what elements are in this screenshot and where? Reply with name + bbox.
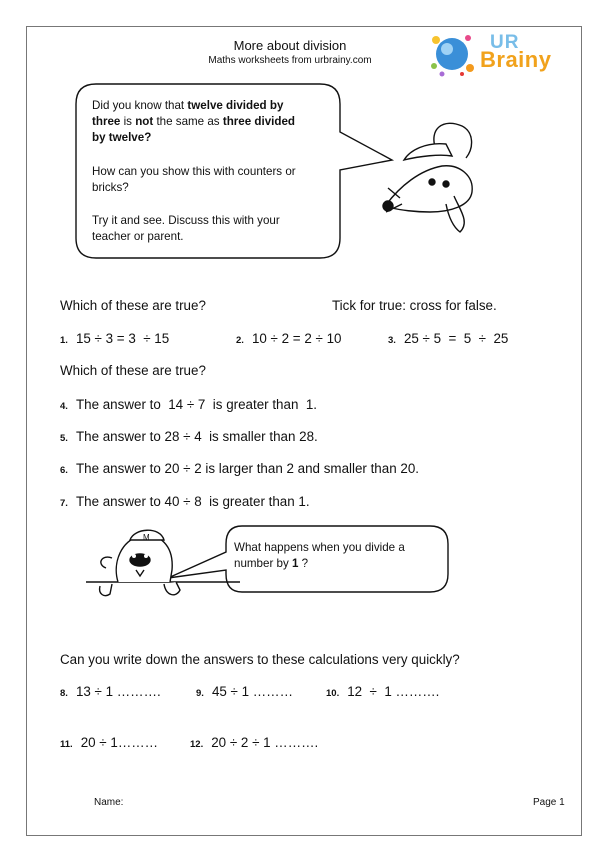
question-number: 11. — [60, 739, 73, 750]
bubble-text-line: Try it and see. Discuss this with your — [92, 214, 280, 227]
bubble-bold-segment: twelve divided by — [187, 99, 284, 112]
question-12 — [190, 735, 318, 750]
question-6 — [60, 461, 419, 476]
small-bubble-line: What happens when you divide a — [234, 541, 405, 554]
question-text: 15 ÷ 3 = 3 ÷ 15 — [75, 331, 170, 346]
question-text: 45 ÷ 1 ……… — [211, 684, 293, 699]
logo-brainy-text: Brainy — [480, 47, 552, 72]
page-number: Page 1 — [533, 797, 565, 808]
question-3 — [388, 331, 508, 346]
page-subtitle: Maths worksheets from urbrainy.com — [208, 55, 372, 66]
question-text: 20 ÷ 1……… — [80, 735, 158, 750]
question-11 — [60, 735, 158, 750]
bubble-paragraph-2 — [92, 164, 296, 196]
question-2 — [236, 331, 341, 346]
question-text: The answer to 40 ÷ 8 is greater than 1. — [75, 494, 310, 509]
question-number: 12. — [190, 739, 204, 750]
question-text: 25 ÷ 5 = 5 ÷ 25 — [403, 331, 509, 346]
small-bubble-segment: number by — [234, 557, 292, 570]
question-10 — [326, 684, 439, 699]
bubble-paragraph-1 — [92, 98, 295, 146]
bubble-text-line: bricks? — [92, 181, 129, 194]
bubble-bold-segment: three — [92, 115, 121, 128]
question-9 — [196, 684, 293, 699]
small-bubble-text — [234, 540, 405, 572]
question-number: 7. — [60, 498, 68, 509]
name-label: Name: — [94, 797, 124, 808]
question-5 — [60, 429, 318, 444]
bubble-text-line: How can you show this with counters or — [92, 165, 296, 178]
question-number: 10. — [326, 688, 340, 699]
small-bubble-segment: ? — [298, 557, 309, 570]
question-text: 20 ÷ 2 ÷ 1 ………. — [211, 735, 319, 750]
question-number: 9. — [196, 688, 204, 699]
question-1 — [60, 331, 169, 346]
small-bubble-bold: 1 — [292, 557, 299, 570]
question-number: 4. — [60, 401, 68, 412]
bubble-text-segment: is — [120, 115, 136, 128]
question-number: 1. — [60, 335, 68, 346]
question-4 — [60, 397, 317, 412]
question-text: 10 ÷ 2 = 2 ÷ 10 — [251, 331, 342, 346]
question-number: 2. — [236, 335, 244, 346]
bubble-text-segment: Did you know that — [92, 99, 188, 112]
section2-heading: Which of these are true? — [60, 363, 206, 378]
question-number: 6. — [60, 465, 68, 476]
mouse-illustration-top — [383, 123, 472, 232]
svg-text:M: M — [143, 533, 150, 542]
question-text: The answer to 14 ÷ 7 is greater than 1. — [75, 397, 318, 412]
section1-instruction: Tick for true: cross for false. — [332, 298, 497, 313]
question-number: 8. — [60, 688, 68, 699]
question-7 — [60, 494, 310, 509]
question-number: 3. — [388, 335, 396, 346]
bubble-bold-segment: not — [135, 115, 154, 128]
logo-ur-text: UR — [490, 32, 520, 53]
question-text: The answer to 20 ÷ 2 is larger than 2 and smaller than 20. — [75, 461, 419, 476]
question-number: 5. — [60, 433, 68, 444]
question-text: 13 ÷ 1 ………. — [75, 684, 161, 699]
bubble-bold-segment: by twelve? — [92, 131, 152, 144]
bubble-bold-segment: three divided — [222, 115, 295, 128]
question-8 — [60, 684, 161, 699]
section3-heading: Can you write down the answers to these calculations very quickly? — [60, 652, 460, 667]
bubble-text-segment: the same as — [153, 115, 223, 128]
bubble-text-line: teacher or parent. — [92, 230, 184, 243]
page-title: More about division — [233, 38, 347, 53]
question-text: 12 ÷ 1 ………. — [347, 684, 440, 699]
section1-heading: Which of these are true? — [60, 298, 206, 313]
question-text: The answer to 28 ÷ 4 is smaller than 28. — [75, 429, 318, 444]
bubble-paragraph-3 — [92, 213, 280, 245]
